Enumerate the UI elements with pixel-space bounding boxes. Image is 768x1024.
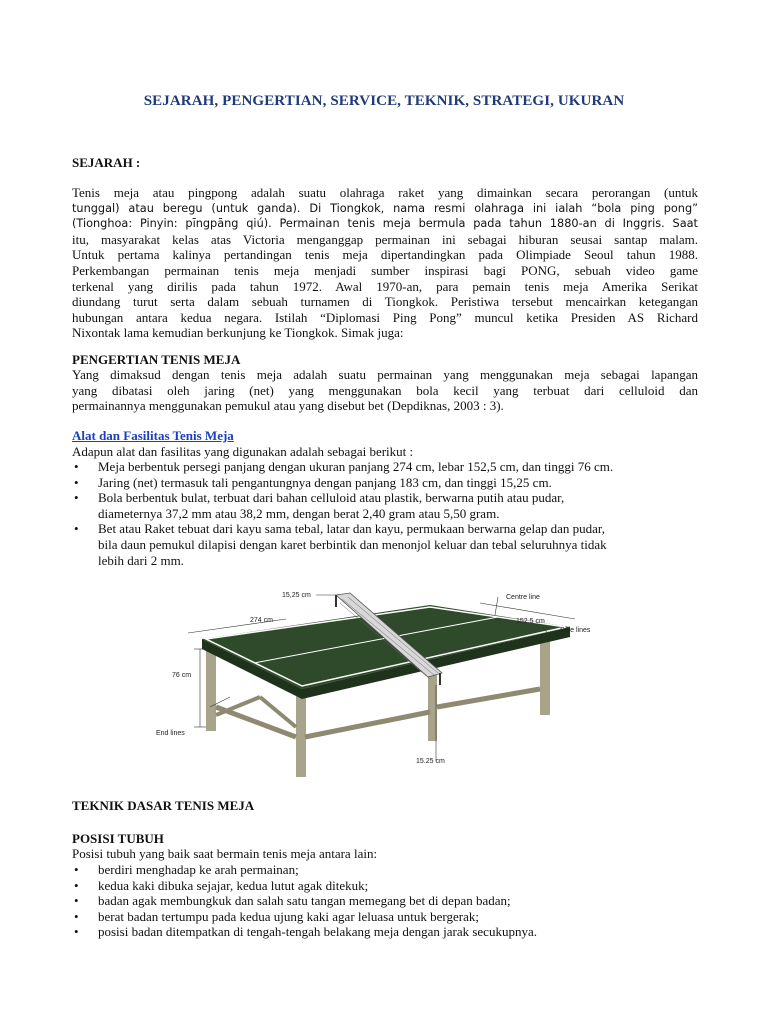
leg-brace — [216, 697, 260, 715]
list-item — [72, 521, 702, 568]
teknik-heading: TEKNIK DASAR TENIS MEJA — [72, 798, 255, 813]
side-lines-label: Side lines — [560, 627, 591, 634]
list-item-text: berat badan tertumpu pada kedua ujung kaki agar leluasa untuk bergerak; — [98, 908, 479, 924]
sejarah-line: Nixontak lama kemudian berkunjung ke Tiongkok. Simak juga: — [72, 325, 404, 341]
length-label: 274 cm — [250, 617, 273, 624]
list-item — [72, 490, 702, 521]
list-item-text: kedua kaki dibuka sejajar, kedua lutut agak ditekuk; — [98, 877, 369, 893]
pengertian-line: Yang dimaksud dengan tenis meja adalah suatu permainan yang menggunakan meja sebagai lapangan — [72, 367, 698, 382]
leg — [540, 637, 550, 715]
list-item-text: Bola berbentuk bulat, terbuat dari bahan celluloid atau plastik, berwarna putih atau pudar, — [98, 490, 565, 506]
list-item-text: bila daun pemukul dilapisi dengan karet berbintik dan menonjol keluar dan tebal seluruhnya tidak — [98, 536, 607, 552]
sejarah-line: (Tionghoa: Pinyin: pīngpāng qiú). Permainan tenis meja bermula pada tahun 1880-an di Inggris. Saat — [72, 217, 698, 231]
document-title: SEJARAH, PENGERTIAN, SERVICE, TEKNIK, STRATEGI, UKURAN — [143, 93, 625, 109]
list-item-text: berdiri menghadap ke arah permainan; — [98, 862, 299, 877]
end-lines-label: End lines — [156, 730, 185, 737]
bullet-icon: • — [74, 862, 79, 877]
sejarah-heading: SEJARAH : — [72, 155, 141, 170]
posisi-heading: POSISI TUBUH — [72, 831, 164, 846]
sejarah-line: Untuk pertama kalinya pertandingan tenis meja dipertandingkan pada Olimpiade Seoul tahun 1988. — [72, 247, 698, 263]
sejarah-line: Tenis meja atau pingpong adalah suatu olahraga raket yang dimainkan secara perorangan (untuk — [72, 185, 698, 200]
sejarah-line: terkenal yang dirilis pada tahun 1972. Awal 1970-an, para pemain tenis meja Amerika Serikat — [72, 278, 698, 294]
leg — [296, 687, 306, 777]
centre-line-label: Centre line — [506, 594, 540, 601]
list-item-text: Meja berbentuk persegi panjang dengan ukuran panjang 274 cm, lebar 152,5 cm, dan tinggi 76 cm. — [98, 459, 614, 474]
width-label: 152.5 cm — [516, 618, 545, 625]
net-height-bottom-label: 15.25 cm — [416, 758, 445, 765]
net-height-label: 15,25 cm — [282, 592, 311, 599]
pengertian-line: permainannya menggunakan pemukul atau yang disebut bet (Depdiknas, 2003 : 3). — [72, 398, 504, 414]
sejarah-line: Perkembangan permainan tenis meja menjadi sumber inspirasi bagi PONG, sebuah video game — [72, 262, 698, 278]
table-tennis-diagram — [150, 577, 620, 777]
leg-brace — [305, 712, 430, 737]
posisi-intro: Posisi tubuh yang baik saat bermain tenis meja antara lain: — [72, 846, 378, 861]
bullet-icon: • — [74, 490, 79, 506]
bullet-icon: • — [74, 908, 79, 924]
sejarah-line: hubungan antara kedua negara. Istilah “Diplomasi Ping Pong” muncul ketika Presiden AS Richard — [72, 309, 698, 325]
list-item-text: badan agak membungkuk dan salah satu tangan memegang bet di depan badan; — [98, 893, 511, 909]
alat-list — [72, 459, 702, 568]
list-item-text: diameternya 37,2 mm atau 38,2 mm, dengan berat 2,40 gram atau 5,50 gram. — [98, 505, 500, 521]
pengertian-heading: PENGERTIAN TENIS MEJA — [72, 352, 241, 367]
alat-intro: Adapun alat dan fasilitas yang digunakan adalah sebagai berikut : — [72, 444, 414, 459]
list-item — [72, 475, 702, 491]
bullet-icon: • — [74, 459, 79, 474]
list-item — [72, 924, 702, 940]
list-item — [72, 459, 702, 475]
posisi-list — [72, 862, 702, 940]
list-item-text: Bet atau Raket tebuat dari kayu sama tebal, latar dan kayu, permukaan berwarna gelap dan pudar, — [98, 521, 605, 537]
list-item-text: lebih dari 2 mm. — [98, 552, 184, 568]
bullet-icon: • — [74, 521, 79, 537]
sejarah-line: diundang turut serta dalam sebuah turnamen di Tiongkok. Peristiwa tersebut mencairkan ketegangan — [72, 294, 698, 310]
list-item-text: Jaring (net) termasuk tali pengantungnya dengan panjang 183 cm, dan tinggi 15,25 cm. — [98, 474, 552, 490]
list-item — [72, 893, 702, 909]
leg — [428, 669, 437, 741]
sejarah-line: tunggal) atau beregu (untuk ganda). Di Tiongkok, nama resmi olahraga ini ialah “bola ping pong” — [72, 201, 698, 215]
list-item — [72, 878, 702, 894]
alat-fasilitas-link[interactable]: Alat dan Fasilitas Tenis Meja — [72, 428, 234, 443]
leg-brace — [437, 689, 540, 707]
sejarah-line: itu, masyarakat kelas atas Victoria menganggap permainan ini sebagai hiburan seusai santap malam. — [72, 231, 698, 247]
sejarah-paragraph — [72, 185, 698, 341]
pengertian-line: yang dibatasi oleh jaring (net) yang menggunakan bola kecil yang terbuat dari celluloid dan — [72, 382, 698, 398]
bullet-icon: • — [74, 474, 79, 490]
bullet-icon: • — [74, 924, 79, 940]
height-label: 76 cm — [172, 672, 192, 679]
leg — [206, 649, 216, 731]
bullet-icon: • — [74, 877, 79, 893]
bullet-icon: • — [74, 893, 79, 909]
list-item — [72, 909, 702, 925]
leg-brace — [260, 697, 296, 727]
list-item-text: posisi badan ditempatkan di tengah-tengah belakang meja dengan jarak secukupnya. — [98, 924, 537, 940]
list-item — [72, 862, 702, 878]
pengertian-paragraph — [72, 367, 698, 414]
